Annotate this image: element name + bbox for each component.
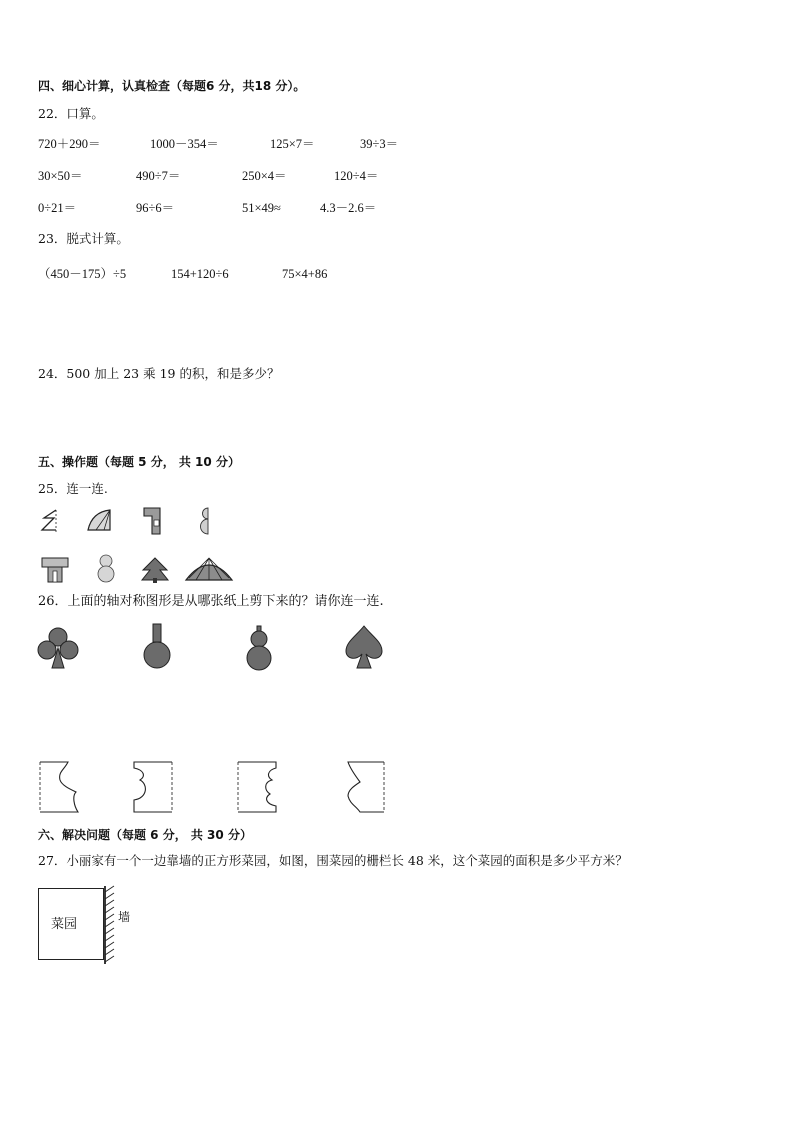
half-house-icon: [142, 506, 164, 536]
half-snowman-icon: [196, 506, 212, 536]
calc-item: 4.3－2.6＝: [320, 201, 377, 215]
calc-item: 0÷21＝: [38, 201, 77, 215]
q23-label: 23．脱式计算。: [38, 231, 129, 246]
club-icon: [36, 626, 80, 670]
garden-label: 菜园: [51, 917, 78, 932]
umbrella-icon: [184, 556, 234, 584]
calc-item: 125×7＝: [270, 137, 315, 151]
folded-paper-icon: [344, 760, 388, 814]
calc-item: 120÷4＝: [334, 169, 379, 183]
calc-item: 51×49≈: [242, 201, 281, 215]
garden-square: [38, 888, 104, 960]
folded-paper-icon: [38, 760, 80, 814]
wall-hatching: [104, 884, 118, 966]
spade-icon: [342, 624, 386, 670]
q25-label: 25．连一连.: [38, 481, 108, 496]
q24-text: 24．500 加上 23 乘 19 的积，和是多少？: [38, 366, 280, 381]
tree-icon: [140, 556, 170, 584]
half-umbrella-icon: [86, 508, 114, 534]
calc-item: 96÷6＝: [136, 201, 175, 215]
expression-item: 75×4+86: [282, 267, 328, 281]
calc-item: 720＋290＝: [38, 137, 101, 151]
q27-text: 27．小丽家有一个一边靠墙的正方形菜园，如图，围菜园的栅栏长 48 米，这个菜园的面积是多少平方米？: [38, 853, 628, 868]
house-icon: [40, 556, 70, 584]
calc-item: 490÷7＝: [136, 169, 181, 183]
calc-item: 39÷3＝: [360, 137, 399, 151]
expression-item: （450－175）÷5: [38, 267, 127, 281]
section4-heading: 四、细心计算，认真检查（每题6 分，共18 分）。: [38, 79, 306, 93]
half-zigzag-icon: [40, 508, 60, 534]
q26-text: 26．上面的轴对称图形是从哪张纸上剪下来的？请你连一连.: [38, 594, 384, 609]
calc-item: 250×4＝: [242, 169, 287, 183]
flask-icon: [140, 622, 174, 670]
section6-heading: 六、解决问题（每题 6 分， 共 30 分）: [38, 828, 252, 842]
calc-item: 30×50＝: [38, 169, 83, 183]
snowman-icon: [94, 553, 118, 583]
gourd-icon: [244, 624, 274, 672]
wall-label: 墙: [118, 910, 131, 924]
section5-heading: 五、操作题（每题 5 分， 共 10 分）: [38, 455, 240, 469]
folded-paper-icon: [132, 760, 176, 814]
calc-item: 1000－354＝: [150, 137, 219, 151]
q22-label: 22．口算。: [38, 106, 104, 121]
folded-paper-icon: [236, 760, 280, 814]
expression-item: 154+120÷6: [171, 267, 229, 281]
